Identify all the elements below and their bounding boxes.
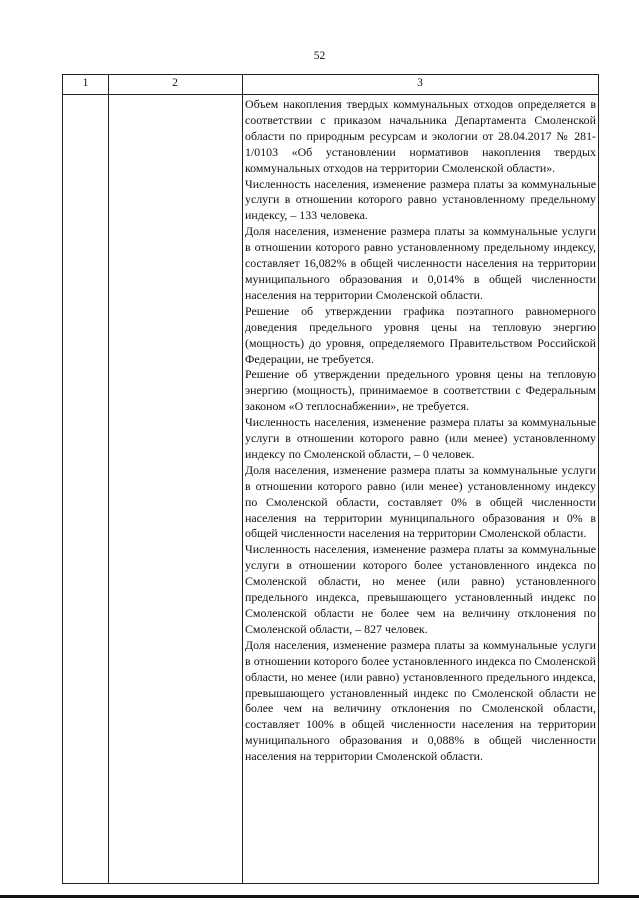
column-3-content [245,97,596,765]
column-divider-1 [108,75,109,883]
paragraph-waste-volume: Объем накопления твердых коммунальных отходов определяется в соответствии с приказом начальника Департамента Смоленской области по природным ресурсам и экологии от 28.04.2017 № 281-1/0103 «Об установлении нормативов накопления твердых коммунальных отходов на территории Смоленской области». [245,97,596,175]
column-divider-2 [242,75,243,883]
paragraph-share-equal-index: Доля населения, изменение размера платы за коммунальные услуги в отношении которого равно (или менее) установленному индексу по Смоленской области, составляет 0% в общей численности населения на территории муниципального образования и 0% в общей численности населения на территории Смоленской области. [245,462,596,541]
header-cell-3: 3 [417,77,423,89]
paragraph-population-equal-index: Численность населения, изменение размера платы за коммунальные услуги в отношении которого равно (или менее) установленному индексу по Смоленской области, – 0 человек. [245,415,596,461]
paragraph-heat-price-limit: Решение об утверждении предельного уровня цены на тепловую энергию (мощность), принимаемое в соответствии с Федеральным законом «О теплоснабжении», не требуется. [245,367,596,414]
bottom-rule [0,895,639,898]
paragraph-share-equal-limit: Доля населения, изменение размера платы за коммунальные услуги в отношении которого равно установленному предельному индексу, составляет 16,082% в общей численности населения на территории муниципального образования и 0,014% в общей численности населения на территории Смоленской области. [245,224,596,302]
header-cell-1: 1 [82,77,89,89]
document-table [62,74,599,884]
paragraph-heat-schedule: Решение об утверждении графика поэтапного равномерного доведения предельного уровня цены на тепловую энергию (мощность) до уровня, определяемого Правительством Российской Федерации, не требуется. [245,303,596,366]
paragraph-population-equal-limit: Численность населения, изменение размера платы за коммунальные услуги в отношении которого равно установленному предельному индексу, – 133 человека. [245,176,596,223]
page-number: 52 [313,50,326,62]
table-header-row [63,75,598,95]
paragraph-population-above-index: Численность населения, изменение размера платы за коммунальные услуги в отношении которого более установленного индекса по Смоленской области, но менее (или равно) установленного предельного индекса, превышающего установленный индекс по Смоленской области не более чем на величину отклонения по Смоленской области, – 827 человек. [245,542,596,636]
header-cell-2: 2 [172,77,178,89]
paragraph-share-above-index: Доля населения, изменение размера платы за коммунальные услуги в отношении которого более установленного индекса по Смоленской области, но менее (или равно) установленного предельного индекса, превышающего установленный индекс по Смоленской области не более чем на величину отклонения по Смоленской области, составляет 100% в общей численности населения на территории муниципального образования и 0,088% в общей численности населения на территории Смоленской области. [245,637,596,764]
